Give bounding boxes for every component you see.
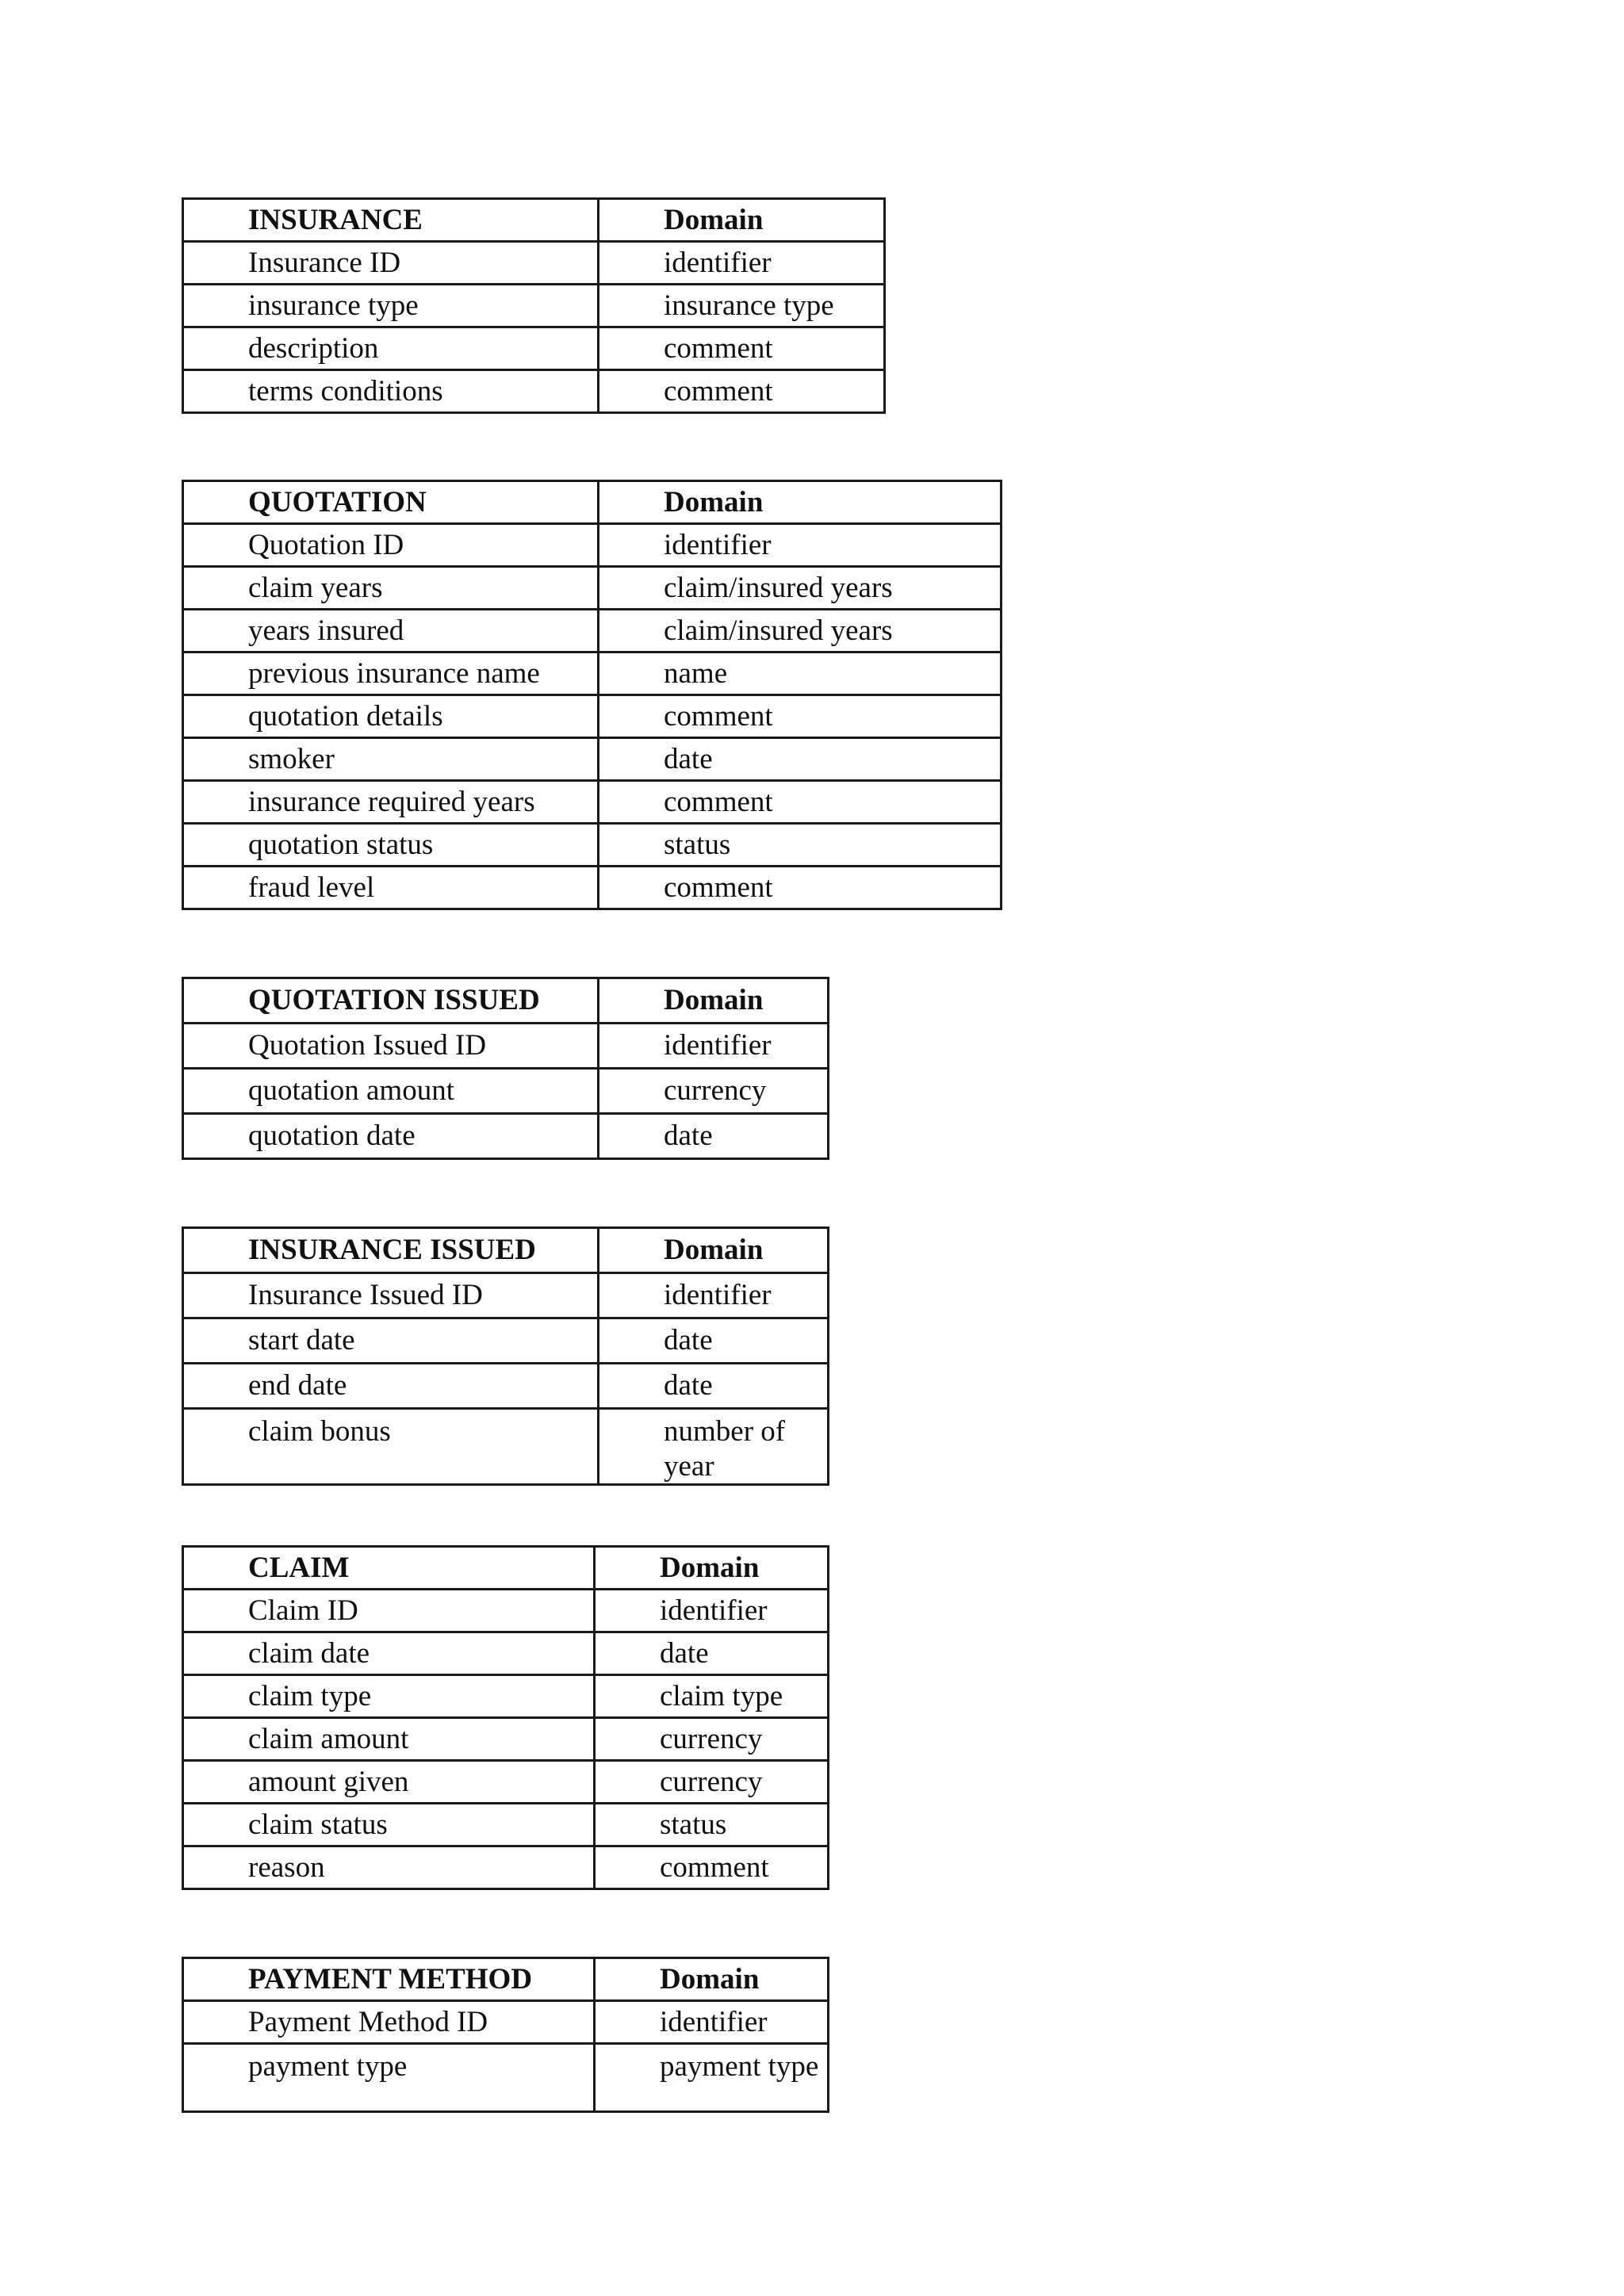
domain-cell: status [599,824,1002,867]
table-row [183,1114,829,1159]
table-row [183,567,1002,610]
table-header-row [183,1547,829,1590]
entity-name: PAYMENT METHOD [183,1958,595,2001]
insurance-issued-table [182,1226,829,1486]
domain-cell: currency [595,1761,829,1804]
domain-cell: comment [599,867,1002,909]
table-row [183,738,1002,781]
attribute-cell: terms conditions [183,370,599,413]
table-row [183,1675,829,1718]
domain-header: Domain [595,1547,829,1590]
attribute-cell: payment type [183,2044,595,2112]
attribute-cell: claim amount [183,1718,595,1761]
entity-name: INSURANCE [183,199,599,242]
table-row [183,1364,829,1409]
attribute-cell: quotation amount [183,1069,599,1114]
attribute-cell: fraud level [183,867,599,909]
table-row [183,285,885,327]
attribute-cell: smoker [183,738,599,781]
domain-cell: name [599,652,1002,695]
table-row [183,1761,829,1804]
attribute-cell: quotation details [183,695,599,738]
table-header-row [183,199,885,242]
domain-cell: claim/insured years [599,567,1002,610]
domain-cell: identifier [599,1024,829,1069]
table-row [183,1273,829,1318]
domain-cell: date [599,1364,829,1409]
domain-cell: comment [595,1846,829,1889]
table-row [183,652,1002,695]
domain-cell: date [599,1318,829,1364]
domain-header: Domain [599,978,829,1024]
entity-name: QUOTATION ISSUED [183,978,599,1024]
quotation-table [182,480,1002,910]
attribute-cell: claim type [183,1675,595,1718]
claim-table [182,1545,829,1890]
entity-name: INSURANCE ISSUED [183,1228,599,1273]
attribute-cell: quotation status [183,824,599,867]
domain-cell: identifier [599,242,885,285]
table-row [183,1804,829,1846]
table-header-row [183,481,1002,524]
domain-cell: identifier [595,2001,829,2044]
payment-method-table [182,1957,829,2113]
attribute-cell: previous insurance name [183,652,599,695]
table-header-row [183,1958,829,2001]
domain-cell: comment [599,695,1002,738]
attribute-cell: description [183,327,599,370]
table-row [183,1024,829,1069]
attribute-cell: insurance required years [183,781,599,824]
table-row [183,1318,829,1364]
entity-name: CLAIM [183,1547,595,1590]
domain-cell: currency [599,1069,829,1114]
attribute-cell: start date [183,1318,599,1364]
table-row [183,242,885,285]
attribute-cell: quotation date [183,1114,599,1159]
table-row [183,695,1002,738]
attribute-cell: Payment Method ID [183,2001,595,2044]
attribute-cell: Insurance Issued ID [183,1273,599,1318]
table-row [183,327,885,370]
domain-cell: date [599,738,1002,781]
domain-cell: date [595,1632,829,1675]
attribute-cell: amount given [183,1761,595,1804]
attribute-cell: claim date [183,1632,595,1675]
attribute-cell: claim status [183,1804,595,1846]
domain-cell: identifier [599,1273,829,1318]
table-row [183,1632,829,1675]
domain-cell: insurance type [599,285,885,327]
domain-cell: date [599,1114,829,1159]
domain-cell: identifier [595,1590,829,1632]
domain-cell: claim type [595,1675,829,1718]
attribute-cell: years insured [183,610,599,652]
quotation-issued-table [182,977,829,1160]
table-row [183,2001,829,2044]
domain-cell: status [595,1804,829,1846]
table-row [183,370,885,413]
domain-header: Domain [595,1958,829,2001]
domain-cell: identifier [599,524,1002,567]
table-header-row [183,978,829,1024]
domain-cell: comment [599,327,885,370]
domain-cell: payment type [595,2044,829,2112]
attribute-cell: claim bonus [183,1409,599,1485]
attribute-cell: end date [183,1364,599,1409]
domain-cell: comment [599,781,1002,824]
domain-cell: claim/insured years [599,610,1002,652]
attribute-cell: Claim ID [183,1590,595,1632]
attribute-cell: Insurance ID [183,242,599,285]
entity-name: QUOTATION [183,481,599,524]
domain-header: Domain [599,1228,829,1273]
attribute-cell: insurance type [183,285,599,327]
table-row [183,824,1002,867]
domain-cell: comment [599,370,885,413]
insurance-table [182,197,886,414]
domain-header: Domain [599,481,1002,524]
attribute-cell: Quotation Issued ID [183,1024,599,1069]
table-row [183,2044,829,2112]
table-header-row [183,1228,829,1273]
table-row [183,1069,829,1114]
table-row [183,867,1002,909]
table-row [183,1718,829,1761]
attribute-cell: reason [183,1846,595,1889]
table-row [183,1590,829,1632]
domain-header: Domain [599,199,885,242]
attribute-cell: claim years [183,567,599,610]
domain-cell: number of year [599,1409,829,1485]
table-row [183,1409,829,1485]
attribute-cell: Quotation ID [183,524,599,567]
table-row [183,1846,829,1889]
domain-cell: currency [595,1718,829,1761]
table-row [183,610,1002,652]
table-row [183,524,1002,567]
table-row [183,781,1002,824]
